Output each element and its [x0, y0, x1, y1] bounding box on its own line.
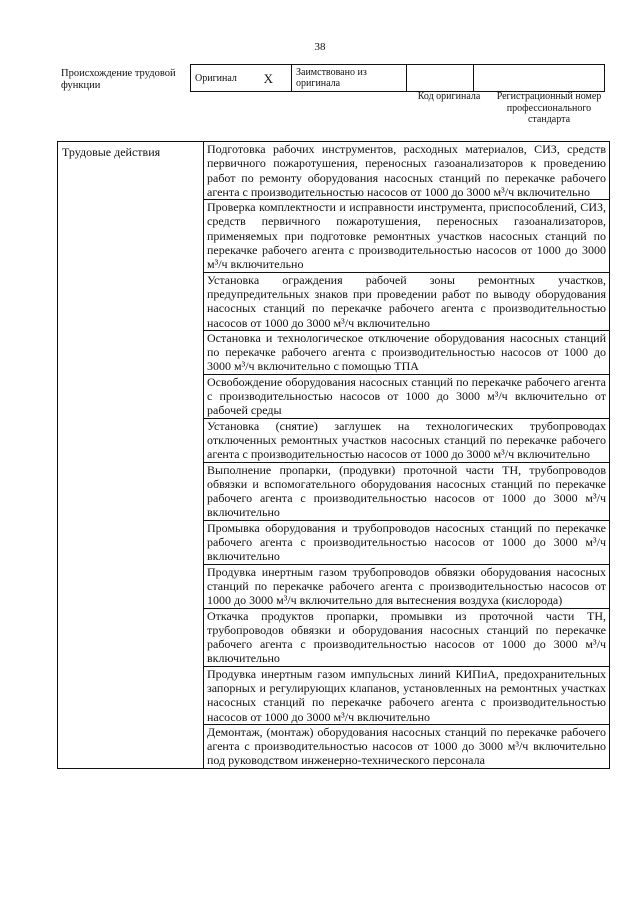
- table-row: [58, 142, 610, 200]
- borrowed-label: Заимствовано из оригинала: [296, 67, 367, 89]
- labor-action-item: Остановка и технологическое отключение оборудования насосных станций по перекачке рабочего агента с производительностью насосов от 1000 до 3000 м³/ч включительно с помощью ТПА: [204, 330, 610, 374]
- original-cell: [191, 65, 292, 92]
- labor-actions-label: Трудовые действия: [58, 142, 204, 769]
- labor-action-item: Промывка оборудования и трубопроводов насосных станций по перекачке рабочего агента с производительностью насосов от 1000 до 3000 м³/ч включительно: [204, 520, 610, 564]
- labor-action-item: Подготовка рабочих инструментов, расходных материалов, СИЗ, средств первичного пожаротушения, переносных газоанализаторов к проведению работ по ремонту оборудования насосных станций по перекачке рабочего агента с производительностью насосов от 1000 до 3000 м³/ч включительно: [204, 142, 610, 200]
- labor-action-item: Установка (снятие) заглушек на технологических трубопроводах отключенных ремонтных участков насосных станций по перекачке рабочего агента с производительностью насосов от 1000 до 3000 м³/ч включительно: [204, 418, 610, 462]
- labor-action-item: Установка ограждения рабочей зоны ремонтных участков, предупредительных знаков при проведении работ по выводу оборудования насосных станций по перекачке рабочего агента с производительностью насосов от 1000 до 3000 м³/ч включительно: [204, 272, 610, 330]
- labor-action-item: Откачка продуктов пропарки, промывки из проточной части ТН, трубопроводов обвязки и оборудования насосных станций по перекачке рабочего агента с производительностью насосов от 1000 до 3000 м³/ч включительно: [204, 608, 610, 666]
- reg-number-cell: [474, 65, 605, 92]
- original-label: Оригинал: [195, 72, 237, 84]
- origin-table: [190, 64, 605, 92]
- page-number: 38: [314, 41, 326, 53]
- code-cell: [407, 65, 474, 92]
- labor-action-item: Продувка инертным газом трубопроводов обвязки оборудования насосных станций по перекачке рабочего агента с производительностью насосов от 1000 до 3000 м³/ч включительно для вытеснения воздуха (кислорода): [204, 564, 610, 608]
- labor-actions-table: [57, 141, 610, 769]
- labor-action-item: Проверка комплектности и исправности инструмента, приспособлений, СИЗ, средств первичного пожаротушения, переносных газоанализаторов, применяемых при подготовке ремонтных участков насосных станций по перекачке рабочего агента с производительностью насосов от 1000 до 3000 м³/ч включительно: [204, 200, 610, 272]
- reg-number-caption: Регистрационный номер профессионального стандарта: [496, 91, 602, 125]
- code-caption: Код оригинала: [417, 91, 481, 102]
- origin-label: Происхождение трудовой функции: [61, 68, 176, 91]
- borrowed-cell: [292, 65, 407, 92]
- labor-action-item: Выполнение пропарки, (продувки) проточной части ТН, трубопроводов обвязки и вспомогательного оборудования насосных станций по перекачке рабочего агента с производительностью насосов от 1000 до 3000 м³/ч включительно: [204, 462, 610, 520]
- labor-action-item: Освобождение оборудования насосных станций по перекачке рабочего агента с производительностью насосов от 1000 до 3000 м³/ч включительно от рабочей среды: [204, 374, 610, 418]
- labor-action-item: Продувка инертным газом импульсных линий КИПиА, предохранительных запорных и регулирующих клапанов, установленных на ремонтных участках насосных станций по перекачке рабочего агента с производительностью насосов от 1000 до 3000 м³/ч включительно: [204, 666, 610, 724]
- labor-action-item: Демонтаж, (монтаж) оборудования насосных станций по перекачке рабочего агента с производительностью насосов от 1000 до 3000 м³/ч включительно под руководством инженерно-технического персонала: [204, 724, 610, 768]
- original-mark: X: [263, 70, 273, 86]
